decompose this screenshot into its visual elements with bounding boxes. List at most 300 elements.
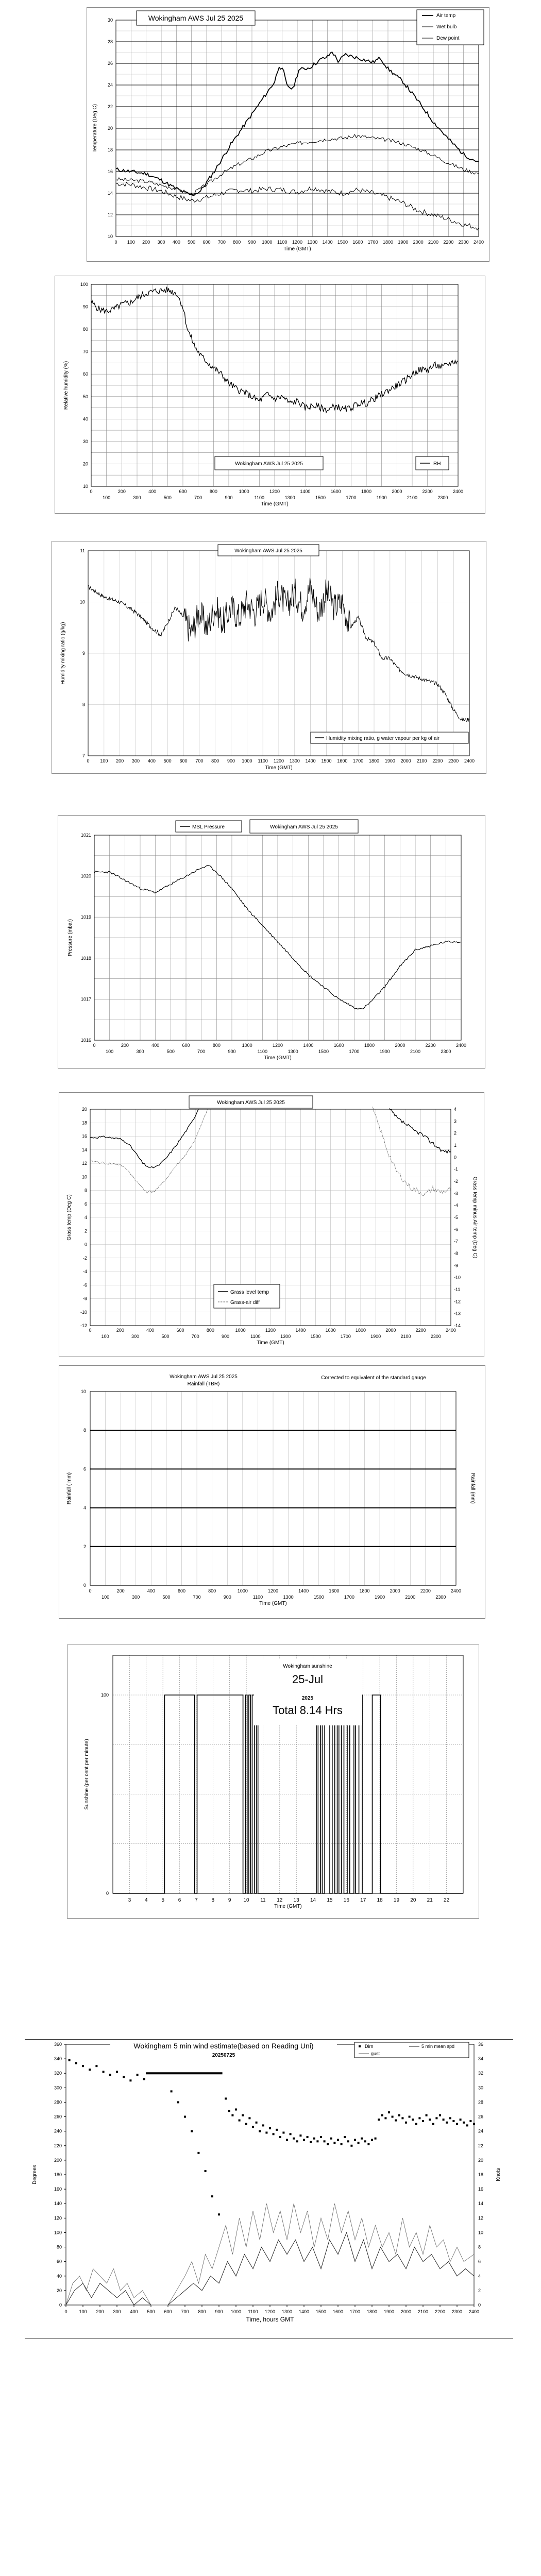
rain-x-tick-top: 2400: [450, 1588, 462, 1594]
sun-year: 2025: [301, 1696, 314, 1701]
rh-y-label: Relative humidity (%): [63, 361, 69, 410]
wind-direction-point: [316, 2140, 318, 2142]
grass-y-tick: -6: [82, 1282, 87, 1288]
mixing-ratio-chart-svg: [52, 541, 487, 774]
grass-y-tick-right: -4: [454, 1202, 459, 1208]
sun-x-tick: 22: [444, 1897, 450, 1903]
temp-x-tick: 1800: [382, 240, 394, 245]
sun-x-tick: 3: [128, 1897, 131, 1903]
wind-direction-point: [218, 2213, 220, 2215]
temp-x-tick: 1300: [307, 240, 318, 245]
mix-x-tick: 2300: [448, 758, 459, 764]
mix-x-tick: 200: [116, 758, 124, 764]
temp-x-tick: 1900: [398, 240, 409, 245]
wind-direction-point: [307, 2136, 309, 2138]
rh-y-tick: 30: [82, 438, 88, 444]
temp-x-tick: 1200: [292, 240, 303, 245]
temp-x-tick: 2200: [443, 240, 454, 245]
wind-direction-point: [137, 2074, 139, 2076]
rh-x-tick-top: 200: [117, 489, 126, 494]
rain-x-tick-top: 800: [208, 1588, 216, 1594]
temp-x-tick: 1400: [322, 240, 333, 245]
wind-direction-point: [177, 2101, 179, 2103]
wind-x-label: Time, hours GMT: [246, 2316, 294, 2323]
wind-y-tick: 80: [56, 2244, 62, 2250]
sun-x-tick: 9: [228, 1897, 231, 1903]
pres-y-label: Pressure (mbar): [67, 919, 73, 957]
wind-x-tick: 400: [130, 2309, 138, 2314]
rain-x-tick-top: 1400: [298, 1588, 309, 1594]
temp-x-tick: 2300: [458, 240, 469, 245]
grass-y-tick-right: -7: [454, 1239, 459, 1244]
wind-direction-point: [279, 2136, 281, 2138]
wind-y-tick: 360: [54, 2042, 62, 2047]
temp-x-tick: 700: [217, 240, 226, 245]
mix-y-tick: 10: [79, 599, 85, 605]
grass-x-tick-bottom: 2300: [430, 1334, 441, 1339]
wind-direction-point: [273, 2133, 275, 2135]
rain-x-tick-top: 200: [116, 1588, 125, 1594]
temperature-chart-svg: [87, 8, 490, 262]
wind-y-tick-right: 10: [478, 2230, 484, 2235]
wind-direction-point: [398, 2114, 400, 2116]
temp-x-tick: 1500: [337, 240, 348, 245]
wind-y-tick: 260: [54, 2114, 62, 2120]
wind-y-tick: 140: [54, 2201, 62, 2207]
mix-x-tick: 1500: [321, 758, 332, 764]
wind-direction-point: [460, 2119, 462, 2121]
mix-x-tick: 1900: [384, 758, 395, 764]
wind-y-tick: 180: [54, 2172, 62, 2177]
sun-x-tick: 7: [195, 1897, 198, 1903]
rh-x-tick-bottom: 700: [194, 495, 202, 500]
mix-x-tick: 600: [179, 758, 188, 764]
grass-x-tick-bottom: 1100: [250, 1334, 261, 1339]
wind-direction-point: [435, 2117, 437, 2119]
wind-direction-point: [191, 2130, 193, 2132]
grass-y-tick-right: 3: [454, 1118, 457, 1124]
wind-direction-point: [239, 2120, 241, 2122]
temp-y-tick: 28: [107, 39, 113, 44]
temp-legend-label: Dew point: [436, 36, 460, 41]
wind-x-tick: 1600: [332, 2309, 344, 2314]
pressure-chart: [58, 815, 485, 1069]
grass-y-tick-right: -8: [454, 1251, 459, 1256]
wind-direction-point: [313, 2138, 315, 2140]
rh-x-tick-bottom: 900: [225, 495, 233, 500]
wind-y-tick: 120: [54, 2215, 62, 2221]
rain-y-tick: 2: [83, 1544, 86, 1549]
pres-x-tick-bottom: 700: [197, 1049, 206, 1054]
wind-y-tick: 280: [54, 2099, 62, 2105]
rh-x-tick-bottom: 2300: [437, 495, 448, 500]
temp-x-tick: 500: [188, 240, 196, 245]
wind-legend-label-mean: 5 min mean spd: [421, 2044, 455, 2049]
wind-direction-point: [293, 2138, 295, 2140]
wind-direction-point: [341, 2143, 343, 2145]
grass-x-tick-top: 200: [116, 1328, 124, 1333]
wind-x-tick: 1800: [366, 2309, 378, 2314]
temp-y-tick: 22: [107, 104, 113, 109]
rh-x-tick-top: 1800: [361, 489, 372, 494]
wind-direction-point: [259, 2130, 261, 2132]
wind-direction-point: [392, 2116, 394, 2118]
pres-x-tick-bottom: 500: [166, 1049, 175, 1054]
wind-direction-point: [248, 2117, 250, 2119]
rh-x-tick-bottom: 1100: [254, 495, 265, 500]
wind-direction-point: [296, 2140, 298, 2142]
wind-direction-point: [429, 2119, 431, 2121]
rain-y-label: Rainfall ( mm): [66, 1472, 72, 1505]
wind-direction-point: [103, 2071, 105, 2073]
temp-x-tick: 0: [114, 240, 117, 245]
grass-y-tick: -12: [80, 1323, 87, 1328]
wind-chart: [25, 2041, 513, 2336]
wind-mean-speed-line: [66, 2232, 474, 2305]
grass-y-tick: 20: [81, 1107, 87, 1112]
wind-y-label-right: Knots: [496, 2168, 501, 2181]
grass-x-tick-top: 600: [176, 1328, 184, 1333]
wind-direction-point: [123, 2076, 125, 2078]
grass-y-label: Grass temp (Deg C): [66, 1194, 72, 1241]
grass-x-tick-top: 400: [146, 1328, 155, 1333]
grass-title: Wokingham AWS Jul 25 2025: [217, 1100, 285, 1106]
grass-y-tick-right: -10: [454, 1275, 461, 1280]
wind-x-tick: 800: [198, 2309, 206, 2314]
grass-x-tick-bottom: 1700: [340, 1334, 351, 1339]
mix-y-tick: 7: [82, 753, 85, 758]
mix-y-tick: 8: [82, 702, 85, 707]
temp-x-tick: 200: [142, 240, 150, 245]
rain-x-tick-top: 400: [147, 1588, 155, 1594]
grass-y-tick: 6: [84, 1201, 87, 1207]
temp-x-tick: 300: [157, 240, 165, 245]
wind-direction-point: [432, 2123, 434, 2125]
grass-x-tick-top: 0: [89, 1328, 92, 1333]
wind-y-tick-right: 36: [478, 2042, 484, 2047]
wind-direction-point: [252, 2126, 254, 2128]
wind-direction-point: [89, 2069, 91, 2071]
sun-x-tick: 10: [243, 1897, 249, 1903]
sun-y-tick: 100: [100, 1692, 109, 1698]
grass-y-tick: 14: [81, 1147, 87, 1153]
rain-x-tick-top: 1200: [267, 1588, 279, 1594]
wind-y-tick-right: 0: [478, 2302, 481, 2308]
wind-direction-point: [324, 2140, 326, 2142]
mix-x-tick: 500: [163, 758, 172, 764]
grass-y-tick-right: 4: [454, 1107, 457, 1112]
sun-y-tick: 0: [106, 1891, 109, 1896]
mix-legend-label: Humidity mixing ratio, g water vapour per kg of air: [326, 736, 440, 741]
temp-x-tick: 1600: [352, 240, 363, 245]
rh-x-tick-bottom: 1900: [376, 495, 387, 500]
temp-y-label: Temperature (Deg C): [92, 104, 98, 152]
wind-direction-point: [245, 2123, 247, 2125]
wind-plot-area: [66, 2044, 474, 2305]
wind-direction-point: [381, 2114, 383, 2116]
pres-y-tick: 1021: [80, 833, 91, 838]
grass-y-tick-right: 0: [454, 1155, 457, 1160]
grass-y-tick-right: -9: [454, 1263, 459, 1268]
sun-x-tick: 12: [277, 1897, 283, 1903]
sun-date: 25-Jul: [292, 1673, 323, 1686]
grass-x-tick-bottom: 700: [191, 1334, 199, 1339]
wind-x-tick: 1000: [230, 2309, 242, 2314]
grass-x-tick-bottom: 1900: [370, 1334, 381, 1339]
wind-legend-label-dirn: Dirn: [365, 2044, 374, 2049]
grass-y-tick-right: -12: [454, 1299, 461, 1304]
wind-direction-point: [225, 2097, 227, 2099]
grass-y-tick: -10: [80, 1309, 87, 1315]
wind-direction-point: [371, 2139, 373, 2141]
pres-title: Wokingham AWS Jul 25 2025: [270, 824, 338, 830]
temp-y-tick: 30: [107, 18, 113, 23]
pressure-chart-svg: [58, 816, 486, 1069]
grass-x-tick-bottom: 900: [221, 1334, 230, 1339]
mix-x-tick: 1700: [353, 758, 364, 764]
pres-y-tick: 1016: [80, 1038, 91, 1043]
grass-y-tick-right: -6: [454, 1227, 459, 1232]
wind-direction-point: [303, 2139, 305, 2141]
wind-y-tick-right: 34: [478, 2056, 484, 2062]
sun-x-tick: 4: [144, 1897, 148, 1903]
pres-y-tick: 1019: [80, 914, 91, 920]
wind-direction-point: [337, 2139, 339, 2141]
rh-x-tick-bottom: 100: [103, 495, 111, 500]
sun-x-tick: 15: [327, 1897, 333, 1903]
grass-y-tick-right: 1: [454, 1143, 457, 1148]
wind-direction-point: [466, 2124, 468, 2126]
mix-x-tick: 0: [87, 758, 90, 764]
wind-y-tick: 20: [56, 2287, 62, 2293]
wind-direction-point: [82, 2065, 84, 2067]
rain-x-tick-bottom: 1500: [313, 1595, 324, 1600]
wind-x-tick: 2200: [434, 2309, 446, 2314]
wind-y-tick: 0: [59, 2302, 62, 2308]
grass-y-tick: 4: [84, 1215, 87, 1220]
mix-x-tick: 1000: [242, 758, 252, 764]
pres-x-tick-bottom: 100: [106, 1049, 114, 1054]
grass-x-tick-bottom: 2100: [400, 1334, 411, 1339]
temp-x-tick: 2100: [428, 240, 439, 245]
rain-y-tick: 0: [83, 1583, 86, 1588]
temp-y-tick: 16: [107, 169, 113, 174]
grass-y-tick: -4: [82, 1269, 87, 1274]
pres-x-tick-bottom: 1300: [288, 1049, 298, 1054]
sun-title: Wokingham sunshine: [283, 1664, 332, 1669]
wind-direction-point: [320, 2136, 322, 2138]
grass-y-tick-right: 2: [454, 1130, 457, 1136]
wind-direction-point: [75, 2062, 77, 2064]
rh-x-label: Time (GMT): [261, 501, 289, 507]
grass-diff-line-evening: [373, 1107, 451, 1196]
wind-x-tick: 600: [164, 2309, 172, 2314]
grass-x-tick-top: 1800: [355, 1328, 366, 1333]
wind-x-tick: 0: [64, 2309, 67, 2314]
sunshine-chart-svg: [67, 1645, 480, 1919]
wind-x-tick: 2300: [451, 2309, 463, 2314]
grass-x-tick-top: 2400: [445, 1328, 457, 1333]
sun-x-tick: 18: [377, 1897, 383, 1903]
wind-direction-point: [469, 2120, 471, 2122]
temp-x-tick: 400: [172, 240, 180, 245]
wind-direction-point: [269, 2127, 271, 2129]
pres-x-tick-bottom: 1500: [318, 1049, 329, 1054]
rain-x-tick-bottom: 500: [162, 1595, 171, 1600]
mix-y-tick: 9: [82, 651, 85, 656]
pres-x-tick-bottom: 1100: [257, 1049, 268, 1054]
grass-y-tick: 10: [81, 1174, 87, 1180]
wind-x-tick: 100: [79, 2309, 87, 2314]
wind-direction-point: [310, 2141, 312, 2143]
pres-x-tick-top: 2000: [395, 1043, 405, 1048]
mix-x-tick: 400: [147, 758, 156, 764]
wind-direction-point: [197, 2152, 199, 2154]
temperature-chart: [87, 7, 489, 262]
rainfall-chart: [59, 1365, 485, 1619]
wind-y-tick-right: 14: [478, 2201, 484, 2207]
rain-x-tick-bottom: 1900: [375, 1595, 385, 1600]
wind-y-tick: 40: [56, 2273, 62, 2279]
humidity-chart: [55, 276, 485, 514]
pres-y-tick: 1018: [80, 955, 91, 961]
sun-x-tick: 8: [211, 1897, 215, 1903]
grass-y-tick-right: -2: [454, 1179, 459, 1184]
wind-direction-point: [422, 2120, 424, 2122]
rain-x-tick-bottom: 1100: [252, 1595, 263, 1600]
wind-direction-point: [378, 2119, 380, 2121]
mix-x-tick: 1600: [337, 758, 348, 764]
wind-direction-point: [405, 2122, 407, 2124]
rainfall-chart-svg: [59, 1366, 486, 1619]
grass-x-tick-bottom: 1300: [280, 1334, 291, 1339]
rain-x-tick-top: 2000: [390, 1588, 400, 1594]
rh-y-tick: 80: [82, 327, 88, 332]
grass-temp-chart-svg: [59, 1093, 485, 1358]
rh-x-tick-top: 400: [148, 489, 157, 494]
wind-legend-swatch-dirn: [359, 2045, 361, 2047]
wind-direction-point: [347, 2140, 349, 2142]
rh-title: Wokingham AWS Jul 25 2025: [235, 461, 303, 467]
mix-x-tick: 2400: [464, 758, 475, 764]
wind-direction-point: [364, 2140, 366, 2142]
wind-direction-point: [412, 2119, 414, 2121]
rain-x-tick-bottom: 1700: [344, 1595, 354, 1600]
grass-y-tick: 8: [84, 1188, 87, 1193]
wind-direction-point: [242, 2114, 244, 2116]
mix-x-tick: 2000: [400, 758, 411, 764]
rh-y-tick: 60: [82, 371, 88, 377]
wind-direction-point: [327, 2143, 329, 2145]
wind-x-tick: 500: [147, 2309, 155, 2314]
wind-x-tick: 2000: [400, 2309, 412, 2314]
mix-x-tick: 1300: [289, 758, 300, 764]
wind-x-tick: 2100: [417, 2309, 429, 2314]
temp-legend-label: Wet bulb: [436, 24, 457, 30]
sun-x-label: Time (GMT): [274, 1904, 302, 1909]
pres-x-tick-top: 0: [93, 1043, 96, 1048]
pres-x-tick-top: 2200: [425, 1043, 436, 1048]
pres-x-tick-top: 1800: [364, 1043, 375, 1048]
wind-direction-point: [256, 2122, 258, 2124]
wind-chart-top-rule: [25, 2039, 513, 2040]
temp-y-tick: 10: [107, 234, 113, 239]
wind-y-tick-right: 32: [478, 2071, 484, 2076]
rain-x-tick-top: 1800: [359, 1588, 370, 1594]
wind-chart-svg: [25, 2041, 513, 2336]
wind-x-tick: 700: [181, 2309, 189, 2314]
mix-x-tick: 900: [227, 758, 235, 764]
grass-y-tick-right: -13: [454, 1311, 461, 1316]
mix-x-tick: 100: [100, 758, 108, 764]
wind-direction-point: [473, 2123, 475, 2125]
wind-direction-point: [446, 2122, 448, 2124]
pres-x-tick-top: 1200: [272, 1043, 283, 1048]
sun-y-label: Sunshine (per cent per minute): [84, 1739, 90, 1810]
rh-x-tick-top: 1600: [330, 489, 341, 494]
pres-x-label: Time (GMT): [264, 1055, 292, 1061]
mix-x-tick: 800: [211, 758, 219, 764]
temp-y-tick: 26: [107, 61, 113, 66]
grass-legend-label-diff: Grass-air diff: [230, 1300, 260, 1306]
rain-subtitle: Rainfall (TBR): [187, 1381, 220, 1387]
pres-x-tick-bottom: 300: [136, 1049, 144, 1054]
wind-direction-point: [375, 2138, 377, 2140]
rain-x-tick-top: 600: [177, 1588, 186, 1594]
wind-x-tick: 1300: [281, 2309, 293, 2314]
pres-x-tick-bottom: 900: [228, 1049, 236, 1054]
wind-y-tick-right: 18: [478, 2172, 484, 2177]
mix-x-tick: 1100: [258, 758, 268, 764]
grass-x-tick-top: 800: [206, 1328, 214, 1333]
wind-x-tick: 300: [113, 2309, 121, 2314]
wind-direction-point: [463, 2122, 465, 2124]
grass-y-tick-right: -1: [454, 1166, 459, 1172]
pres-y-tick: 1020: [80, 873, 91, 879]
rh-x-tick-top: 1200: [269, 489, 280, 494]
grass-y-tick: -2: [82, 1255, 87, 1261]
grass-y-label-right: Grass temp minus Air temp (Deg C): [472, 1176, 478, 1259]
wind-direction-point: [211, 2195, 213, 2197]
wind-y-tick-right: 22: [478, 2143, 484, 2148]
wind-y-tick: 60: [56, 2259, 62, 2264]
wind-direction-point: [231, 2114, 233, 2116]
grass-x-tick-top: 1200: [265, 1328, 276, 1333]
rh-y-tick: 70: [82, 349, 88, 354]
sun-x-tick: 6: [178, 1897, 181, 1903]
rain-x-tick-bottom: 100: [102, 1595, 110, 1600]
wind-direction-point: [205, 2170, 207, 2172]
mix-y-tick: 11: [80, 548, 85, 553]
humidity-chart-svg: [55, 276, 486, 514]
wind-gust-line: [66, 2204, 474, 2305]
wind-direction-point: [354, 2139, 356, 2141]
wind-direction-point: [367, 2143, 369, 2145]
wind-direction-point: [143, 2078, 145, 2080]
wind-x-tick: 1100: [248, 2309, 258, 2314]
grass-x-tick-top: 2200: [415, 1328, 426, 1333]
rh-y-tick: 50: [82, 394, 88, 399]
temp-y-tick: 12: [107, 212, 113, 217]
pres-x-tick-bottom: 2300: [441, 1049, 451, 1054]
wind-y-tick: 160: [54, 2187, 62, 2192]
grass-x-label: Time (GMT): [257, 1340, 284, 1346]
rain-title: Wokingham AWS Jul 25 2025: [170, 1374, 238, 1380]
sun-x-tick: 21: [427, 1897, 433, 1903]
grass-y-tick: -8: [82, 1296, 87, 1301]
wind-y-tick-right: 4: [478, 2273, 481, 2279]
wind-direction-point: [426, 2114, 428, 2116]
